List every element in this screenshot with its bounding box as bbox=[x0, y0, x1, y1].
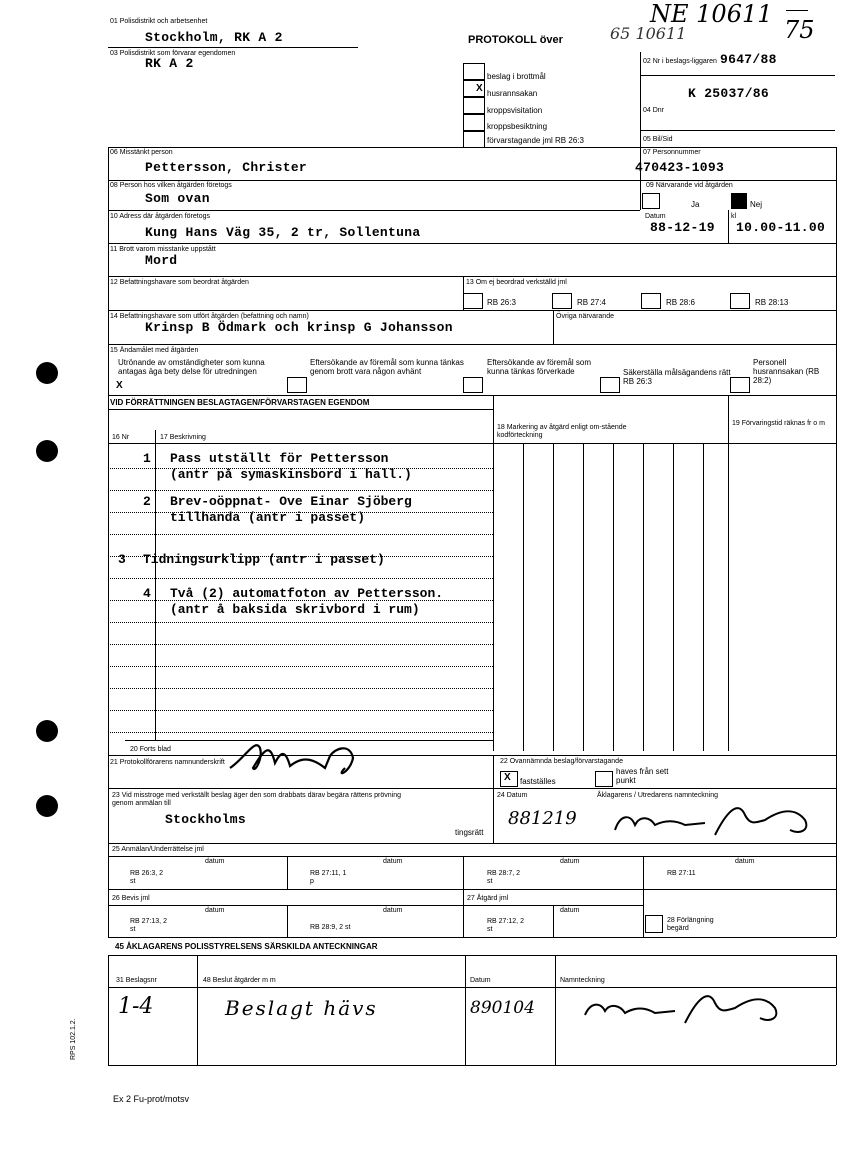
item-nr: 1 bbox=[143, 451, 151, 466]
f22-label: 22 Ovannämnda beslag/förvarstagande bbox=[500, 758, 623, 765]
f05-label: 05 Bil/Sid bbox=[643, 136, 673, 143]
f18-label: 18 Markering av åtgärd enligt om-stående kodförteckning bbox=[497, 424, 627, 439]
datum-small: datum bbox=[560, 858, 580, 865]
footer: Ex 2 Fu-prot/motsv bbox=[113, 1094, 190, 1104]
f13-checkbox[interactable] bbox=[641, 293, 661, 309]
f13-checkbox[interactable] bbox=[552, 293, 572, 309]
datum-small: datum bbox=[383, 858, 403, 865]
item-text: Två (2) automatfoton av Pettersson. (antr å baksida skrivbord i rum) bbox=[170, 586, 444, 617]
aklagare-signature bbox=[605, 795, 835, 845]
f11-label: 11 Brott varom misstanke uppstått bbox=[110, 246, 216, 253]
datum-label: Datum bbox=[645, 213, 666, 220]
f13-option: RB 27:4 bbox=[577, 298, 606, 307]
f25-cell: RB 28:7, 2 st bbox=[487, 870, 521, 885]
f20-label: 20 Forts blad bbox=[130, 746, 171, 753]
f15-option: Eftersökande av föremål som kunna tänkas genom brott vara någon avhänt bbox=[310, 358, 464, 376]
f15-option: Utrönande av omständigheter som kunna antagas äga bety delse för utredningen bbox=[118, 358, 265, 376]
item-text: Pass utställt för Pettersson (antr på symaskinsbord i hall.) bbox=[170, 451, 412, 482]
f21-label: 21 Protokollförarens namnunderskrift bbox=[110, 759, 225, 766]
punch-hole bbox=[36, 440, 58, 462]
punch-hole bbox=[36, 720, 58, 742]
type-checkbox[interactable] bbox=[463, 97, 485, 114]
kl-label: kl bbox=[731, 213, 737, 220]
datum-small: datum bbox=[560, 907, 580, 914]
item-nr: 2 bbox=[143, 494, 151, 509]
f15-checkbox[interactable] bbox=[600, 377, 620, 393]
f06-value: Pettersson, Christer bbox=[145, 160, 308, 175]
side-code: RPS 102.1.2. bbox=[70, 1018, 77, 1060]
f07-value: 470423-1093 bbox=[635, 160, 725, 175]
datum-small: datum bbox=[735, 858, 755, 865]
f24-value: 881219 bbox=[508, 808, 577, 829]
f15-option: Säkerställa målsägandens rätt RB 26:3 bbox=[623, 368, 731, 386]
f12-label: 12 Befattningshavare som beordrat åtgärden bbox=[110, 279, 249, 286]
f23-value: Stockholms bbox=[165, 812, 247, 827]
type-checkbox[interactable] bbox=[463, 63, 485, 80]
f26-cell: RB 27:13, 2 st bbox=[130, 918, 167, 933]
f02-value: 9647/88 bbox=[720, 52, 777, 67]
f13-checkbox[interactable] bbox=[463, 293, 483, 309]
punch-hole bbox=[36, 795, 58, 817]
f48-value: Beslagt hävs bbox=[225, 996, 378, 1020]
top-handwriting: NE 10611 bbox=[650, 0, 773, 28]
f13-option: RB 28:13 bbox=[755, 298, 789, 307]
aklagare-label: Åklagarens / Utredarens namnteckning bbox=[597, 792, 719, 799]
f24-label: 24 Datum bbox=[497, 792, 528, 799]
f07-label: 07 Personnummer bbox=[643, 149, 701, 156]
f13-option: RB 26:3 bbox=[487, 298, 516, 307]
f22-opt2: haves från sett punkt bbox=[616, 767, 669, 785]
punch-hole bbox=[36, 362, 58, 384]
f06-label: 06 Misstänkt person bbox=[110, 149, 173, 156]
f09-nej-checkbox[interactable] bbox=[731, 193, 747, 209]
protokollforare-signature bbox=[225, 728, 385, 783]
type-label: beslag i brottmål bbox=[487, 72, 546, 81]
f17-label: 17 Beskrivning bbox=[160, 434, 206, 441]
f14-label: 14 Befattningshavare som utfört åtgärden (befattning och namn) bbox=[110, 313, 309, 320]
f03-label: 03 Polisdistrikt som förvarar egendomen bbox=[110, 50, 236, 57]
datum-value: 88-12-19 bbox=[650, 220, 715, 235]
type-label: kroppsvisitation bbox=[487, 106, 543, 115]
f10-label: 10 Adress där åtgärden företogs bbox=[110, 213, 211, 220]
f26-label: 26 Bevis jml bbox=[112, 895, 150, 902]
f09-ja-label: Ja bbox=[691, 200, 700, 209]
f31-label: 31 Beslagsnr bbox=[116, 977, 157, 984]
f19-label: 19 Förvaringstid räknas fr o m bbox=[732, 420, 825, 427]
f15-option: Eftersökande av föremål som kunna tänkas förverkade bbox=[487, 358, 592, 376]
f16-label: 16 Nr bbox=[112, 434, 130, 441]
f14-value: Krinsp B Ödmark och krinsp G Johansson bbox=[145, 320, 453, 335]
f04-label: 04 Dnr bbox=[643, 107, 665, 114]
item-nr: 3 bbox=[118, 552, 126, 567]
f11-value: Mord bbox=[145, 253, 178, 268]
f27-label: 27 Åtgärd jml bbox=[467, 895, 509, 902]
type-label: kroppsbesiktning bbox=[487, 122, 548, 131]
datum-small: datum bbox=[383, 907, 403, 914]
ovriga-label: Övriga närvarande bbox=[556, 313, 614, 320]
f15-checkbox[interactable] bbox=[730, 377, 750, 393]
f28-label: 28 Förlängning begärd bbox=[667, 917, 714, 932]
f09-nej-label: Nej bbox=[750, 200, 763, 209]
f25-cell: RB 27:11, 1 p bbox=[310, 870, 347, 885]
f15-checked: X bbox=[116, 380, 123, 391]
form-title: PROTOKOLL över bbox=[468, 34, 563, 46]
type-checkbox[interactable] bbox=[463, 131, 485, 148]
namn-label: Namnteckning bbox=[560, 977, 605, 984]
f22-opt1: fastställes bbox=[520, 777, 556, 786]
type-label: husrannsakan bbox=[487, 89, 538, 98]
f08-value: Som ovan bbox=[145, 191, 210, 206]
corner-number: 75 bbox=[784, 16, 815, 44]
f02-label: 02 Nr i beslags-liggaren bbox=[643, 58, 717, 65]
tingsratt-label: tingsrätt bbox=[455, 828, 484, 837]
datum2-label: Datum bbox=[470, 977, 491, 984]
f13-checkbox[interactable] bbox=[730, 293, 750, 309]
diary-value: K 25037/86 bbox=[688, 86, 770, 101]
item-text: Brev-oöppnat- Ove Einar Sjöberg tillhanda (antr i passet) bbox=[170, 494, 412, 525]
f25-cell: RB 27:11 bbox=[667, 870, 696, 877]
f01-value: Stockholm, RK A 2 bbox=[145, 30, 283, 45]
f22-checkbox[interactable] bbox=[595, 771, 613, 787]
f25-label: 25 Anmälan/Underrättelse jml bbox=[112, 846, 204, 853]
f25-cell: RB 26:3, 2 st bbox=[130, 870, 164, 885]
f26-cell: RB 28:9, 2 st bbox=[310, 924, 351, 931]
f01-label: 01 Polisdistrikt och arbetsenhet bbox=[110, 18, 208, 25]
namnteckning-signature bbox=[575, 985, 815, 1030]
f22-checked: X bbox=[504, 772, 511, 783]
top-handwriting-2: 65 10611 bbox=[610, 24, 687, 43]
f08-label: 08 Person hos vilken åtgärden företogs bbox=[110, 182, 232, 189]
type-label: förvarstagande jml RB 26:3 bbox=[487, 136, 584, 145]
datum2-value: 890104 bbox=[470, 998, 535, 1018]
section-title: VID FÖRRÄTTNINGEN BESLAGTAGEN/FÖRVARSTAGEN EGENDOM bbox=[110, 398, 370, 407]
f28-checkbox[interactable] bbox=[645, 915, 663, 933]
f45-title: 45 ÅKLAGARENS POLISSTYRELSENS SÄRSKILDA ANTECKNINGAR bbox=[115, 942, 378, 951]
datum-small: datum bbox=[205, 907, 225, 914]
type-checkbox[interactable] bbox=[463, 114, 485, 131]
f13-label: 13 Om ej beordrad verkställd jml bbox=[466, 279, 567, 286]
f31-value: 1-4 bbox=[118, 994, 154, 1019]
f15-checkbox[interactable] bbox=[463, 377, 483, 393]
f27-cell: RB 27:12, 2 st bbox=[487, 918, 524, 933]
f15-label: 15 Ändamålet med åtgärden bbox=[110, 347, 199, 354]
f09-ja-checkbox[interactable] bbox=[642, 193, 660, 209]
f15-option: Personell husrannsakan (RB 28:2) bbox=[753, 358, 820, 385]
item-text: Tidningsurklipp (antr i passet) bbox=[143, 552, 385, 567]
item-nr: 4 bbox=[143, 586, 151, 601]
kl-value: 10.00-11.00 bbox=[736, 220, 826, 235]
f23-label: 23 Vid misstroge med verkställt beslag äger den som drabbats därav begära rättens prövning genom anmälan till bbox=[112, 792, 401, 807]
f15-checkbox[interactable] bbox=[287, 377, 307, 393]
f10-value: Kung Hans Väg 35, 2 tr, Sollentuna bbox=[145, 225, 421, 240]
f48-label: 48 Beslut åtgärder m m bbox=[203, 977, 276, 984]
f03-value: RK A 2 bbox=[145, 56, 194, 71]
datum-small: datum bbox=[205, 858, 225, 865]
f13-option: RB 28:6 bbox=[666, 298, 695, 307]
f09-label: 09 Närvarande vid åtgärden bbox=[646, 182, 733, 189]
